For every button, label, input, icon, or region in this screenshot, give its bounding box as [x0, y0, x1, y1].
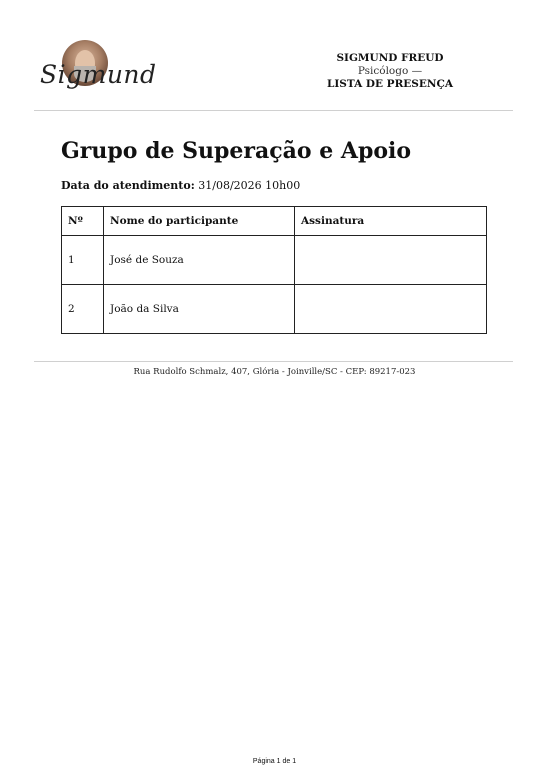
page-number: Página 1 de 1	[252, 758, 297, 765]
table-header-row	[62, 207, 487, 236]
attendance-table	[61, 206, 487, 334]
table-row	[62, 236, 487, 285]
document-type: LISTA DE PRESENÇA	[327, 78, 453, 90]
header-divider	[34, 110, 513, 111]
column-header-number: Nº	[62, 207, 104, 236]
logo	[40, 38, 157, 100]
signature-cell	[295, 236, 487, 285]
page-title: Grupo de Superação e Apoio	[61, 138, 412, 164]
session-date-label: Data do atendimento:	[61, 179, 195, 192]
row-number: 2	[62, 285, 104, 334]
participant-name: José de Souza	[104, 236, 295, 285]
practitioner-role: Psicólogo —	[357, 65, 423, 77]
session-date	[61, 179, 300, 192]
session-date-value: 31/08/2026 10h00	[198, 179, 301, 192]
row-number: 1	[62, 236, 104, 285]
footer-divider	[34, 361, 513, 362]
table-row	[62, 285, 487, 334]
practitioner-name: SIGMUND FREUD	[336, 52, 444, 64]
participant-name: João da Silva	[104, 285, 295, 334]
signature-cell	[295, 285, 487, 334]
logo-wordmark: Sigmund	[40, 60, 157, 89]
header-info	[290, 52, 490, 91]
column-header-signature: Assinatura	[295, 207, 487, 236]
column-header-name: Nome do participante	[104, 207, 295, 236]
footer-address: Rua Rudolfo Schmalz, 407, Glória - Joinville/SC - CEP: 89217-023	[133, 367, 416, 377]
